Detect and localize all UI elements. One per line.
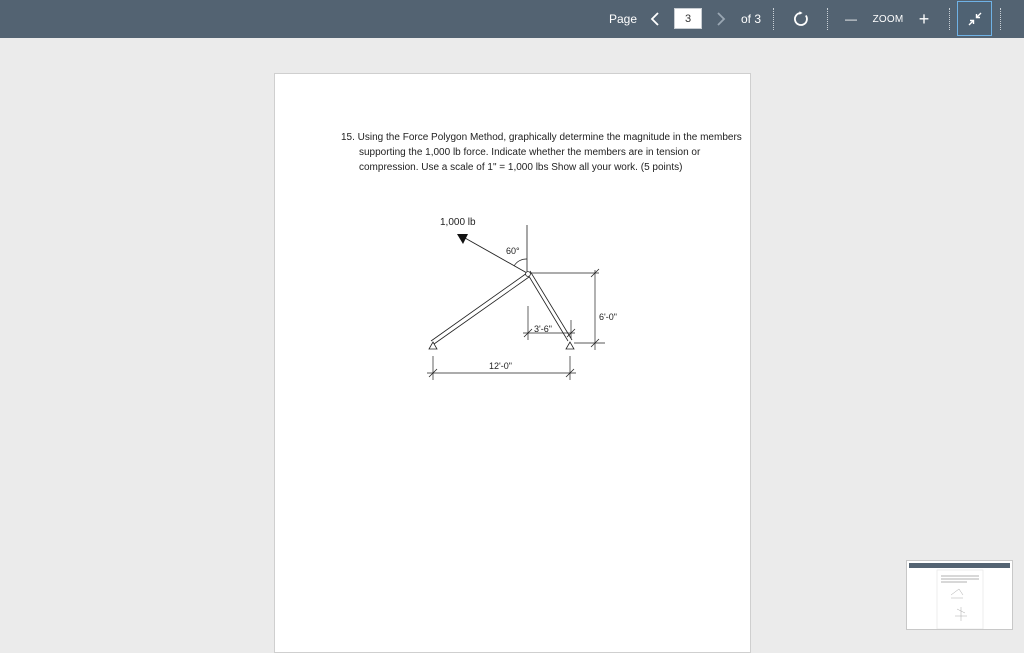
plus-icon: +	[918, 8, 930, 29]
support-right	[566, 342, 574, 349]
minus-icon: —	[845, 12, 857, 26]
page-thumbnail[interactable]	[906, 560, 1013, 630]
next-page-button[interactable]	[712, 0, 730, 38]
previous-page-button[interactable]	[646, 0, 664, 38]
toolbar-separator	[1000, 8, 1001, 30]
angle-label: 60°	[506, 246, 520, 256]
zoom-in-button[interactable]	[914, 0, 934, 38]
truss-member-left	[431, 273, 527, 341]
refresh-icon	[793, 11, 809, 27]
document-page	[274, 73, 751, 653]
zoom-label: ZOOM	[872, 13, 904, 25]
span-dimension-label: 12'-0"	[489, 361, 512, 371]
chevron-right-icon	[716, 12, 726, 26]
thumbnail-preview	[907, 561, 1012, 629]
total-pages-label: of 3	[740, 12, 761, 26]
toolbar-separator	[827, 8, 828, 30]
joint	[526, 272, 531, 277]
toolbar-separator	[773, 8, 774, 30]
question-text: 15. Using the Force Polygon Method, graphically determine the magnitude in the members supporting the 1,000 lb force. Indicate whether the members are in tension or compression. Use a scale of 1" = 1,000 lbs Show all your work. (5 points)	[341, 132, 742, 173]
collapse-icon	[967, 11, 983, 27]
refresh-button[interactable]	[790, 0, 812, 38]
viewer-toolbar	[0, 0, 1024, 38]
angle-arc	[514, 259, 527, 266]
zoom-out-button[interactable]	[842, 0, 860, 38]
height-dimension-label: 6'-0"	[599, 312, 617, 322]
collapse-view-button[interactable]	[957, 1, 992, 36]
truss-diagram	[275, 74, 752, 404]
truss-member-left	[434, 277, 529, 344]
force-label: 1,000 lb	[440, 217, 476, 228]
toolbar-separator	[949, 8, 950, 30]
offset-dimension-label: 3'-6"	[534, 324, 552, 334]
chevron-left-icon	[650, 12, 660, 26]
page-number-input[interactable]	[674, 8, 702, 29]
page-label: Page	[608, 12, 638, 26]
